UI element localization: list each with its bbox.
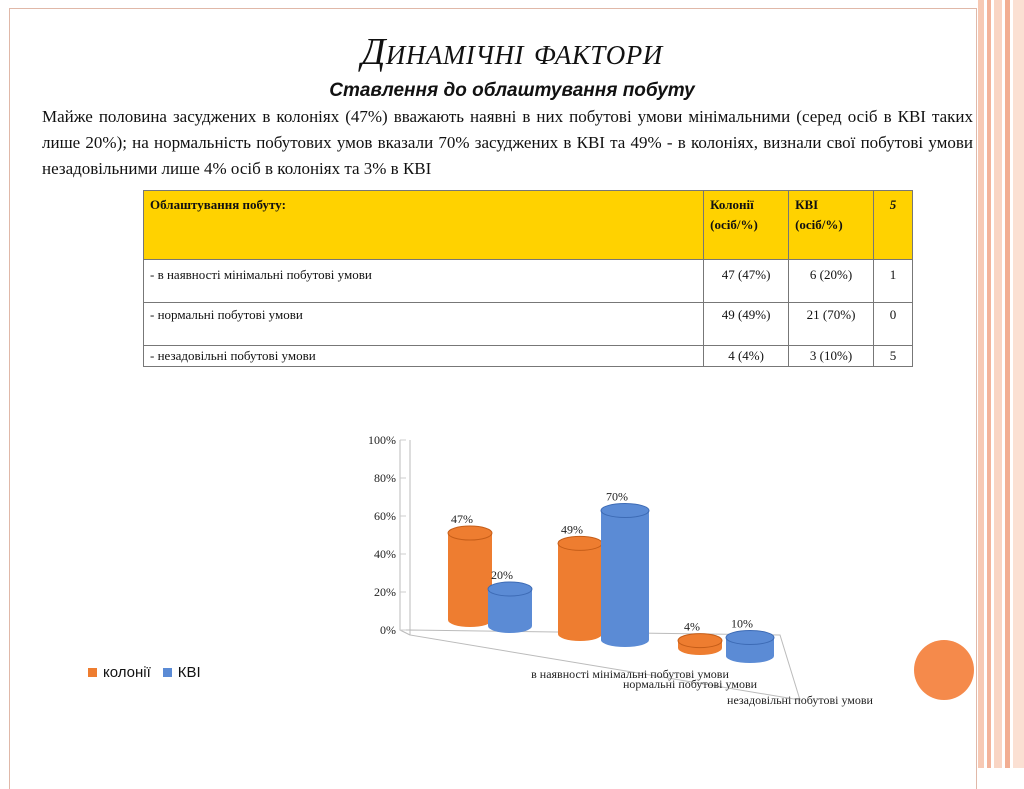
bar-cylinder-top [678, 634, 722, 648]
table-cell: 4 (4%) [704, 346, 789, 367]
table-cell: 3 (10%) [789, 346, 874, 367]
table-header-cell: 5 [874, 191, 913, 260]
table-cell: 0 [874, 303, 913, 346]
table-row [144, 346, 913, 367]
y-tick-label: 20% [374, 585, 396, 599]
table-cell [789, 260, 874, 303]
table-row [144, 260, 913, 303]
x-category-label: нормальні побутові умови [622, 677, 758, 691]
y-tick-label: 40% [374, 547, 396, 561]
table-cell: 5 [874, 346, 913, 367]
chart-floor-edge [400, 630, 410, 635]
table-cell: 21 (70%) [789, 303, 874, 346]
decorative-stripe [987, 0, 991, 768]
legend-swatch-colonies [88, 668, 97, 677]
data-label: 47% [451, 512, 473, 527]
bar-cylinder-top [558, 536, 602, 550]
legend-label: КВІ [177, 664, 201, 681]
decorative-stripe [978, 0, 984, 768]
data-label: 70% [606, 489, 628, 504]
y-tick-label: 80% [374, 471, 396, 485]
slide-title: Динамічні фактори [361, 31, 663, 73]
body-paragraph: Майже половина засуджених в колоніях (47%) вважають наявні в них побутові умови мінімальними (серед осіб в КВІ таких лише 20%); на нормальність побутових умов вказали 70% засуджених в КВІ та 49% - в колоніях, визнали свої побутові умови незадовільними лише 4% осіб в колоніях та 3% в КВІ [42, 107, 973, 178]
table-header-cell: КВІ (осіб/%) [789, 191, 874, 260]
x-category-label: в наявності мінімальні побутові умови [531, 667, 729, 681]
table-cell-text: 6 (20%) [809, 267, 853, 282]
decorative-stripe [994, 0, 1002, 768]
table-cell: - незадовільні побутові умови [144, 346, 704, 367]
bar-cylinder-top [488, 582, 532, 596]
bar-cylinder-top [601, 504, 649, 518]
decorative-circle [914, 640, 974, 700]
bar-chart [300, 420, 873, 720]
table-cell: 1 [874, 260, 913, 303]
bar-cylinder-body [601, 511, 649, 648]
decorative-stripe [1013, 0, 1024, 768]
bar-cylinder-body [558, 543, 602, 641]
data-table [143, 190, 913, 367]
table-cell: - в наявності мінімальні побутові умови [144, 260, 704, 303]
data-label: 10% [731, 616, 753, 631]
bar-cylinder-top [726, 631, 774, 645]
chart-back-wall [400, 440, 410, 630]
x-category-label: незадовільні побутові умови [727, 693, 873, 707]
table-cell: 49 (49%) [704, 303, 789, 346]
legend-swatch-kvi [163, 668, 172, 677]
table-row [144, 303, 913, 346]
legend-label: колонії [103, 664, 151, 681]
y-tick-label: 60% [374, 509, 396, 523]
table-header-cell: Колонії (осіб/%) [704, 191, 789, 260]
table-header-cell: Облаштування побуту: [144, 191, 704, 260]
table-header-row [144, 191, 913, 260]
table-cell: 47 (47%) [704, 260, 789, 303]
bar-cylinder-body [448, 533, 492, 627]
table-cell: - нормальні побутові умови [144, 303, 704, 346]
chart-legend [88, 664, 201, 681]
data-label: 20% [491, 568, 513, 582]
slide-subtitle: Ставлення до облаштування побуту [329, 80, 695, 101]
data-label: 4% [684, 619, 700, 634]
decorative-stripe [1005, 0, 1010, 768]
bar-cylinder-top [448, 526, 492, 540]
data-label: 49% [561, 522, 583, 537]
y-tick-label: 100% [368, 433, 396, 447]
y-tick-label: 0% [380, 623, 396, 637]
